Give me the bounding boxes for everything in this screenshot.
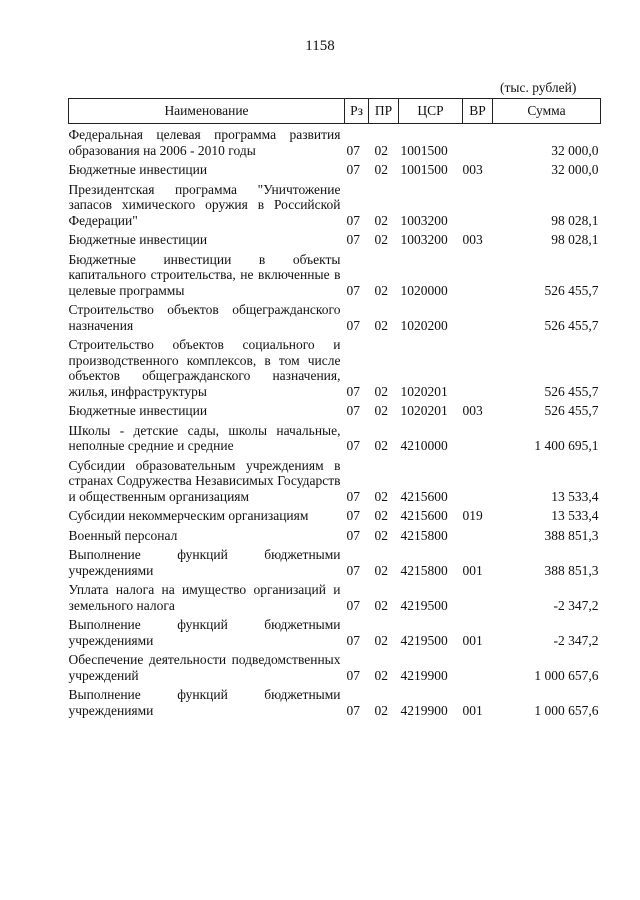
row-pr: 02 [374,162,388,177]
row-csr: 4215800 [400,527,448,543]
row-sum: 32 000,0 [551,142,599,158]
row-rz: 07 [346,232,360,247]
row-name: Выполнение функций бюджетными учреждениями [68,617,341,648]
row-csr: 4219500 [400,632,448,648]
row-csr: 4215600 [400,488,448,504]
row-sum: 13 533,4 [551,488,599,504]
row-vr: 001 [462,562,483,578]
row-sum: 388 851,3 [544,562,599,578]
row-sum: 98 028,1 [551,232,599,247]
row-name: Выполнение функций бюджетными учреждениями [68,687,341,718]
row-pr: 02 [374,142,388,158]
row-sum: 32 000,0 [551,162,599,177]
row-vr: 001 [462,702,483,718]
row-name: Бюджетные инвестиции в объекты капитального строительства, не включенные в целевые программы [68,251,341,298]
row-vr [463,298,493,333]
row-csr: 4219900 [400,667,448,683]
row-rz: 07 [346,383,360,399]
row-vr [463,248,493,299]
row-pr: 02 [374,562,388,578]
row-vr: 001 [462,632,483,648]
row-pr: 02 [374,597,388,613]
row-name: Обеспечение деятельности подведомственных учреждений [68,652,341,683]
row-rz: 07 [346,212,360,228]
row-name: Строительство объектов общегражданского назначения [68,302,341,333]
row-vr [463,524,493,544]
table-row [69,504,601,524]
row-sum: 1 400 695,1 [534,438,599,453]
row-sum: 1 000 657,6 [534,667,599,683]
row-pr: 02 [374,403,388,418]
budget-table [68,98,601,718]
row-rz: 07 [346,562,360,578]
row-rz: 07 [346,667,360,683]
row-pr: 02 [374,667,388,683]
header-csr: ЦСР [399,99,463,124]
units-label: (тыс. рублей) [500,80,577,95]
row-csr: 1001500 [400,162,448,177]
table-row [69,578,601,613]
row-sum: 388 851,3 [544,527,599,543]
row-csr: 1003200 [400,232,448,247]
row-csr: 1020000 [400,282,448,298]
row-csr: 1020200 [400,317,448,333]
row-name: Бюджетные инвестиции [68,162,208,177]
row-pr: 02 [374,488,388,504]
row-sum: 526 455,7 [544,383,599,399]
row-vr: 003 [462,403,483,418]
row-vr: 003 [462,232,483,247]
row-rz: 07 [346,632,360,648]
row-vr [463,333,493,399]
table-row [69,613,601,648]
row-name: Бюджетные инвестиции [68,232,208,247]
table-row [69,333,601,399]
row-pr: 02 [374,438,388,453]
row-csr: 1020201 [400,403,448,418]
table-row [69,298,601,333]
header-name: Наименование [69,99,345,124]
header-vr: ВР [463,99,493,124]
row-sum: -2 347,2 [553,632,599,648]
row-pr: 02 [374,702,388,718]
page-number: 1158 [305,38,335,54]
row-rz: 07 [346,527,360,543]
row-rz: 07 [346,162,360,177]
table-row [69,419,601,454]
row-name: Строительство объектов социального и производственного комплексов, в том числе объектов общегражданского назначения, жилья, инфраструктуры [68,337,341,399]
row-pr: 02 [374,383,388,399]
row-sum: 526 455,7 [544,317,599,333]
row-sum: 526 455,7 [544,282,599,298]
row-name: Школы - детские сады, школы начальные, неполные средние и средние [68,422,341,453]
row-csr: 4219500 [400,597,448,613]
row-rz: 07 [346,597,360,613]
row-vr [463,419,493,454]
row-rz: 07 [346,317,360,333]
row-vr: 003 [462,162,483,177]
row-vr [463,178,493,229]
table-row [69,124,601,159]
row-sum: 1 000 657,6 [534,702,599,718]
row-csr: 4210000 [400,438,448,453]
row-name: Субсидии некоммерческим организациям [68,508,309,523]
row-name: Уплата налога на имущество организаций и земельного налога [68,582,341,613]
table-row [69,648,601,683]
row-pr: 02 [374,527,388,543]
row-pr: 02 [374,282,388,298]
row-name: Президентская программа "Уничтожение запасов химического оружия в Российской Федерации" [68,181,341,228]
row-vr [463,578,493,613]
row-name: Федеральная целевая программа развития образования на 2006 - 2010 годы [68,127,341,158]
row-csr: 1001500 [400,142,448,158]
row-pr: 02 [374,632,388,648]
row-name: Военный персонал [68,527,178,543]
header-sum: Сумма [493,99,601,124]
row-vr: 019 [462,508,483,523]
table-row [69,543,601,578]
row-csr: 1020201 [400,383,448,399]
row-pr: 02 [374,317,388,333]
table-row [69,228,601,248]
row-vr [463,454,493,505]
row-rz: 07 [346,702,360,718]
row-csr: 4215600 [400,508,448,523]
row-name: Бюджетные инвестиции [68,403,208,418]
row-sum: -2 347,2 [553,597,599,613]
table-row [69,178,601,229]
row-sum: 13 533,4 [551,508,599,523]
table-row [69,683,601,718]
row-rz: 07 [346,403,360,418]
row-name: Выполнение функций бюджетными учреждениями [68,547,341,578]
table-header-row [69,99,601,124]
row-pr: 02 [374,508,388,523]
row-csr: 1003200 [400,212,448,228]
row-vr [463,124,493,159]
row-rz: 07 [346,488,360,504]
row-sum: 98 028,1 [551,212,599,228]
header-rz: Рз [345,99,369,124]
row-sum: 526 455,7 [544,403,599,418]
table-row [69,399,601,419]
table-row [69,158,601,178]
row-pr: 02 [374,212,388,228]
row-rz: 07 [346,142,360,158]
row-rz: 07 [346,438,360,453]
table-body [69,124,601,719]
row-csr: 4219900 [400,702,448,718]
row-csr: 4215800 [400,562,448,578]
table-row [69,524,601,544]
row-pr: 02 [374,232,388,247]
header-pr: ПР [369,99,399,124]
table-row [69,454,601,505]
row-vr [463,648,493,683]
row-rz: 07 [346,508,360,523]
table-row [69,248,601,299]
row-rz: 07 [346,282,360,298]
row-name: Субсидии образовательным учреждениям в странах Содружества Независимых Государств и общественным организациям [68,457,341,504]
